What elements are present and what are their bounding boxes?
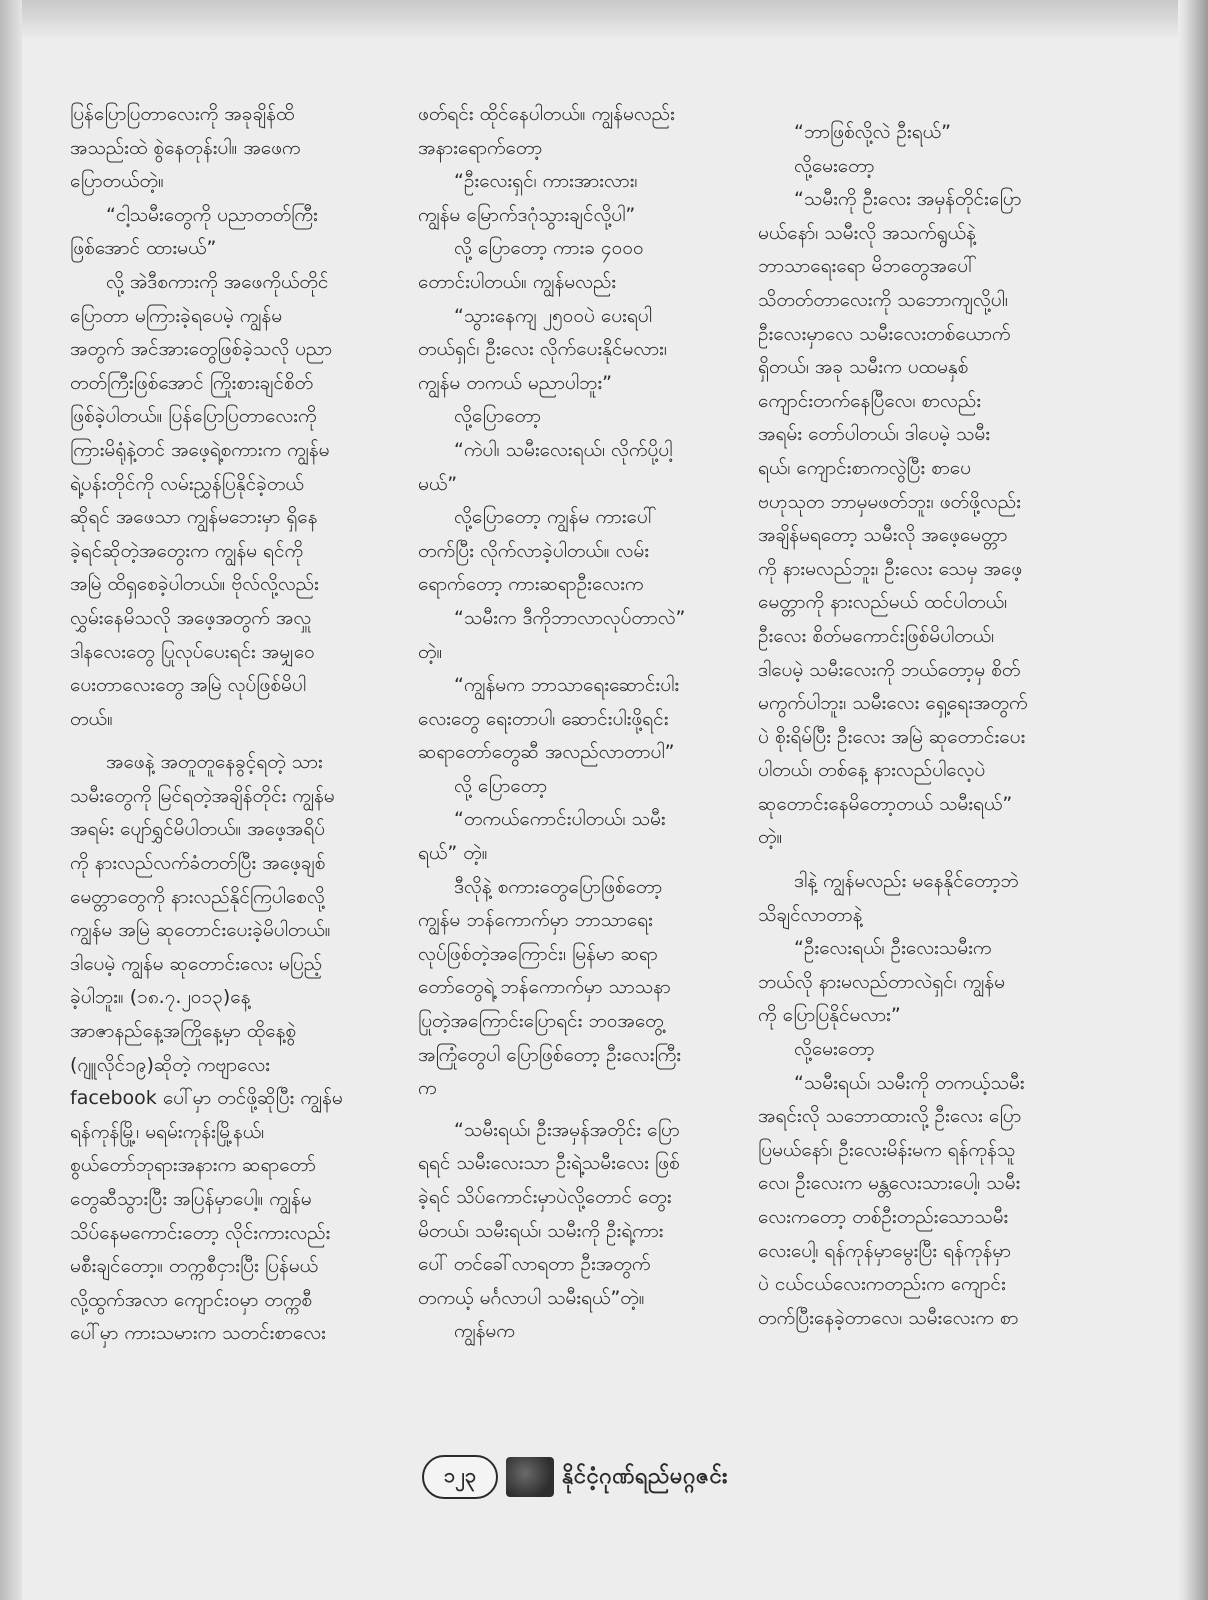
publication-name: နိုင်ငံ့ဂုဏ်ရည်မဂ္ဂဇင်း bbox=[562, 1463, 728, 1489]
magazine-logo-icon bbox=[506, 1457, 554, 1497]
paragraph: “ဘာဖြစ်လို့လဲ ဦးရယ်” bbox=[794, 121, 951, 143]
paragraph: လို့ပြောတော့ ကျွန်မ ကားပေါ် တက်ပြီး လိုက်လာခဲ့ပါတယ်။ လမ်း ရောက်တော့ ကားဆရာဦးလေးက bbox=[418, 506, 657, 596]
page-number: ၁၂၃ bbox=[422, 1455, 498, 1499]
paragraph: “တကယ်ကောင်းပါတယ်၊ သမီး ရယ်” တဲ့။ bbox=[418, 808, 666, 865]
paragraph: “သမီးကို ဦးလေး အမှန်တိုင်းပြော မယ်နော်၊ သမီးလို အသက်ရွယ်နဲ့ ဘာသာရေးရော မိဘတွေအပေါ် သိတတ်တာလေးကို သဘောကျလို့ပါ၊ ဦးလေးမှာလေ သမီးလေးတစ်ယောက် ရှိတယ်၊ အခု သမီးက ပထမနှစ် ကျောင်းတက်နေပြီလေ၊ စာလည်း အရမ်း တော်ပါတယ်၊ ဒါပေမဲ့ သမီး ရယ်၊ ကျောင်းစာကလွဲပြီး စာပေ ဗဟုသုတ ဘာမှမဖတ်ဘူး၊ ဖတ်ဖို့လည်း အချိန်မရတော့ သမီးလို အဖေ့မေတ္တာ ကို နားမလည်ဘူး၊ ဦးလေး သေမှ အဖေ့ မေတ္တာကို နားလည်မယ် ထင်ပါတယ်၊ ဦးလေး စိတ်မကောင်းဖြစ်မိပါတယ်၊ ဒါပေမဲ့ သမီးလေးကို ဘယ်တော့မှ စိတ် မကွက်ပါဘူး၊ သမီးလေး ရှေ့ရေးအတွက် ပဲ စိုးရိမ်ပြီး ဦးလေး အမြဲ ဆုတောင်းပေး ပါတယ်၊ တစ်နေ့ နားလည်ပါလေ့ပဲ ဆုတောင်းနေမိတော့တယ် သမီးရယ်” တဲ့။ bbox=[758, 188, 1028, 849]
paragraph: “သမီးရယ်၊ သမီးကို တကယ့်သမီး အရင်းလို သဘောထားလို့ ဦးလေး ပြော ပြမယ်နော်၊ ဦးလေးမိန်းမက ရန်ကုန်သူ လေ၊ ဦးလေးက မန္တလေးသားပေါ့၊ သမီး လေးကတော့ တစ်ဦးတည်းသောသမီး လေးပေါ့၊ ရန်ကုန်မှာမွေးပြီး ရန်ကုန်မှာ ပဲ ငယ်ငယ်လေးကတည်းက ကျောင်း တက်ပြီးနေခဲ့တာလေ၊ သမီးလေးက စာ bbox=[758, 1071, 1025, 1329]
paragraph: ဒီလိုနဲ့ စကားတွေပြောဖြစ်တော့ ကျွန်မ ဘန်ကောက်မှာ ဘာသာရေး လုပ်ဖြစ်တဲ့အကြောင်း၊ မြန်မာ ဆရာ တော်တွေရဲ့ ဘန်ကောက်မှာ သာသနာ ပြုတဲ့အကြောင်းပြောရင်း ဘဝအတွေ့ အကြုံတွေပါ ပြောဖြစ်တော့ ဦးလေးကြီး က bbox=[418, 875, 682, 1100]
scan-shadow-top bbox=[0, 0, 1208, 40]
paragraph: “ကျွန်မက ဘာသာရေးဆောင်းပါး လေးတွေ ရေးတာပါ၊ ဆောင်းပါးဖို့ရင်း ဆရာတော်တွေဆီ အလည်လာတာပါ” bbox=[418, 674, 680, 764]
text-column-2 bbox=[418, 98, 738, 1349]
paragraph: “ငါ့သမီးတွေကို ပညာတတ်ကြီး ဖြစ်အောင် ထားမယ်” bbox=[70, 203, 318, 260]
paragraph: ဖတ်ရင်း ထိုင်နေပါတယ်။ ကျွန်မလည်း အနားရောက်တော့ bbox=[418, 103, 675, 159]
paragraph: “ဦးလေးရှင်၊ ကားအားလား၊ ကျွန်မ မြောက်ဒဂုံသွားချင်လို့ပါ” bbox=[418, 170, 638, 226]
paragraph: “ဦးလေးရယ်၊ ဦးလေးသမီးက ဘယ်လို နားမလည်တာလဲရှင်၊ ကျွန်မ ကို ပြောပြနိုင်မလား” bbox=[758, 937, 1005, 1027]
text-column-3 bbox=[758, 116, 1078, 1335]
scan-shadow-right bbox=[1178, 0, 1208, 1600]
paragraph: ဒါနဲ့ ကျွန်မလည်း မနေနိုင်တော့ဘဲ သိချင်လာတာနဲ့ bbox=[758, 870, 1019, 926]
paragraph: လို့ အဲဒီစကားကို အဖေကိုယ်တိုင် ပြောတာ မကြားခဲ့ရပေမဲ့ ကျွန်မ အတွက် အင်အားတွေဖြစ်ခဲ့သလို ပညာ တတ်ကြီးဖြစ်အောင် ကြိုးစားချင်စိတ် ဖြစ်ခဲ့ပါတယ်။ ပြန်ပြောပြတာလေးကို ကြားမိရုံနဲ့တင် အဖေ့ရဲ့စကားက ကျွန်မ ရဲ့ပန်းတိုင်ကို လမ်းညွှန်ပြနိုင်ခဲ့တယ် ဆိုရင် အဖေသာ ကျွန်မဘေးမှာ ရှိနေ ခဲ့ရင်ဆိုတဲ့အတွေးက ကျွန်မ ရင်ကို အမြဲ ထိရှစေခဲ့ပါတယ်။ ဗိုလ်လို့လည်း လွှမ်းနေမိသလို အဖေ့အတွက် အလှူ ဒါနလေးတွေ ပြုလုပ်ပေးရင်း အမျှဝေ ပေးတာလေးတွေ အမြဲ လုပ်ဖြစ်မိပါ တယ်။ bbox=[70, 270, 333, 730]
paragraph: “သွားနေကျ ၂၅၀၀ပဲ ပေးရပါ တယ်ရှင်၊ ဦးလေး လိုက်ပေးနိုင်မလား၊ ကျွန်မ တကယ် မညာပါဘူး” bbox=[418, 304, 667, 394]
paragraph: “သမီးက ဒီကိုဘာလာလုပ်တာလဲ” တဲ့။ bbox=[418, 606, 686, 663]
paragraph: ကျွန်မက bbox=[454, 1320, 515, 1343]
paragraph: လို့ ပြောတော့ ကားခ ၄၀၀၀ တောင်းပါတယ်။ ကျွန်မလည်း bbox=[418, 237, 644, 293]
text-column-1 bbox=[70, 98, 390, 1351]
paragraph: လို့မေးတော့ bbox=[794, 1038, 875, 1061]
paragraph: “ကဲပါ၊ သမီးလေးရယ်၊ လိုက်ပို့ပါ့ မယ်” bbox=[418, 438, 673, 495]
paragraph: လို့မေးတော့ bbox=[794, 154, 875, 177]
scan-shadow-left bbox=[0, 0, 22, 1600]
paragraph: လို့ပြောတော့ bbox=[454, 405, 541, 428]
page-footer bbox=[422, 1455, 728, 1499]
paragraph: ပြန်ပြောပြတာလေးကို အခုချိန်ထိ အသည်းထဲ စွဲနေတုန်းပါ။ အဖေက ပြောတယ်တဲ့။ bbox=[70, 103, 301, 193]
paragraph: အဖေနဲ့ အတူတူနေခွင့်ရတဲ့ သား သမီးတွေကို မြင်ရတဲ့အချိန်တိုင်း ကျွန်မ အရမ်း ပျော်ရွှင်မိပါတယ်။ အဖေ့အရိပ် ကို နားလည်လက်ခံတတ်ပြီး အဖေ့ချစ် မေတ္တာတွေကို နားလည်နိုင်ကြပါစေလို့ ကျွန်မ အမြဲ ဆုတောင်းပေးခဲ့မိပါတယ်။ ဒါပေမဲ့ ကျွန်မ ဆုတောင်းလေး မပြည့် ခဲ့ပါဘူး။ (၁၈.၇.၂၀၁၃)နေ့ အာဇာနည်နေ့အကြိုနေ့မှာ ထိုနေ့စွဲ (ဂျူလိုင်၁၉)ဆိုတဲ့ ကဗျာလေး facebook ပေါ်မှာ တင်ဖို့ဆိုပြီး ကျွန်မ ရန်ကုန်မြို့၊ မရမ်းကုန်းမြို့နယ်၊ စွယ်တော်ဘုရားအနားက ဆရာတော် တွေဆီသွားပြီး အပြန်မှာပေါ့။ ကျွန်မ သိပ်နေမကောင်းတော့ လိုင်းကားလည်း မစီးချင်တော့။ တက္ကစီငှားပြီး ပြန်မယ် လို့ထွက်အလာ ကျောင်းဝမှာ တက္ကစီ ပေါ်မှာ ကားသမားက သတင်းစာလေး bbox=[70, 751, 343, 1345]
paragraph: လို့ ပြောတော့ bbox=[454, 774, 548, 797]
paragraph: “သမီးရယ်၊ ဦးအမှန်အတိုင်း ပြော ရရင် သမီးလေးသာ ဦးရဲ့သမီးလေး ဖြစ် ခဲ့ရင် သိပ်ကောင်းမှာပဲလို့တောင် တွေး မိတယ်၊ သမီးရယ်၊ သမီးကို ဦးရဲ့ကား ပေါ် တင်ခေါ်လာရတာ ဦးအတွက် တကယ့် မင်္ဂလာပါ သမီးရယ်”တဲ့။ bbox=[418, 1118, 680, 1309]
